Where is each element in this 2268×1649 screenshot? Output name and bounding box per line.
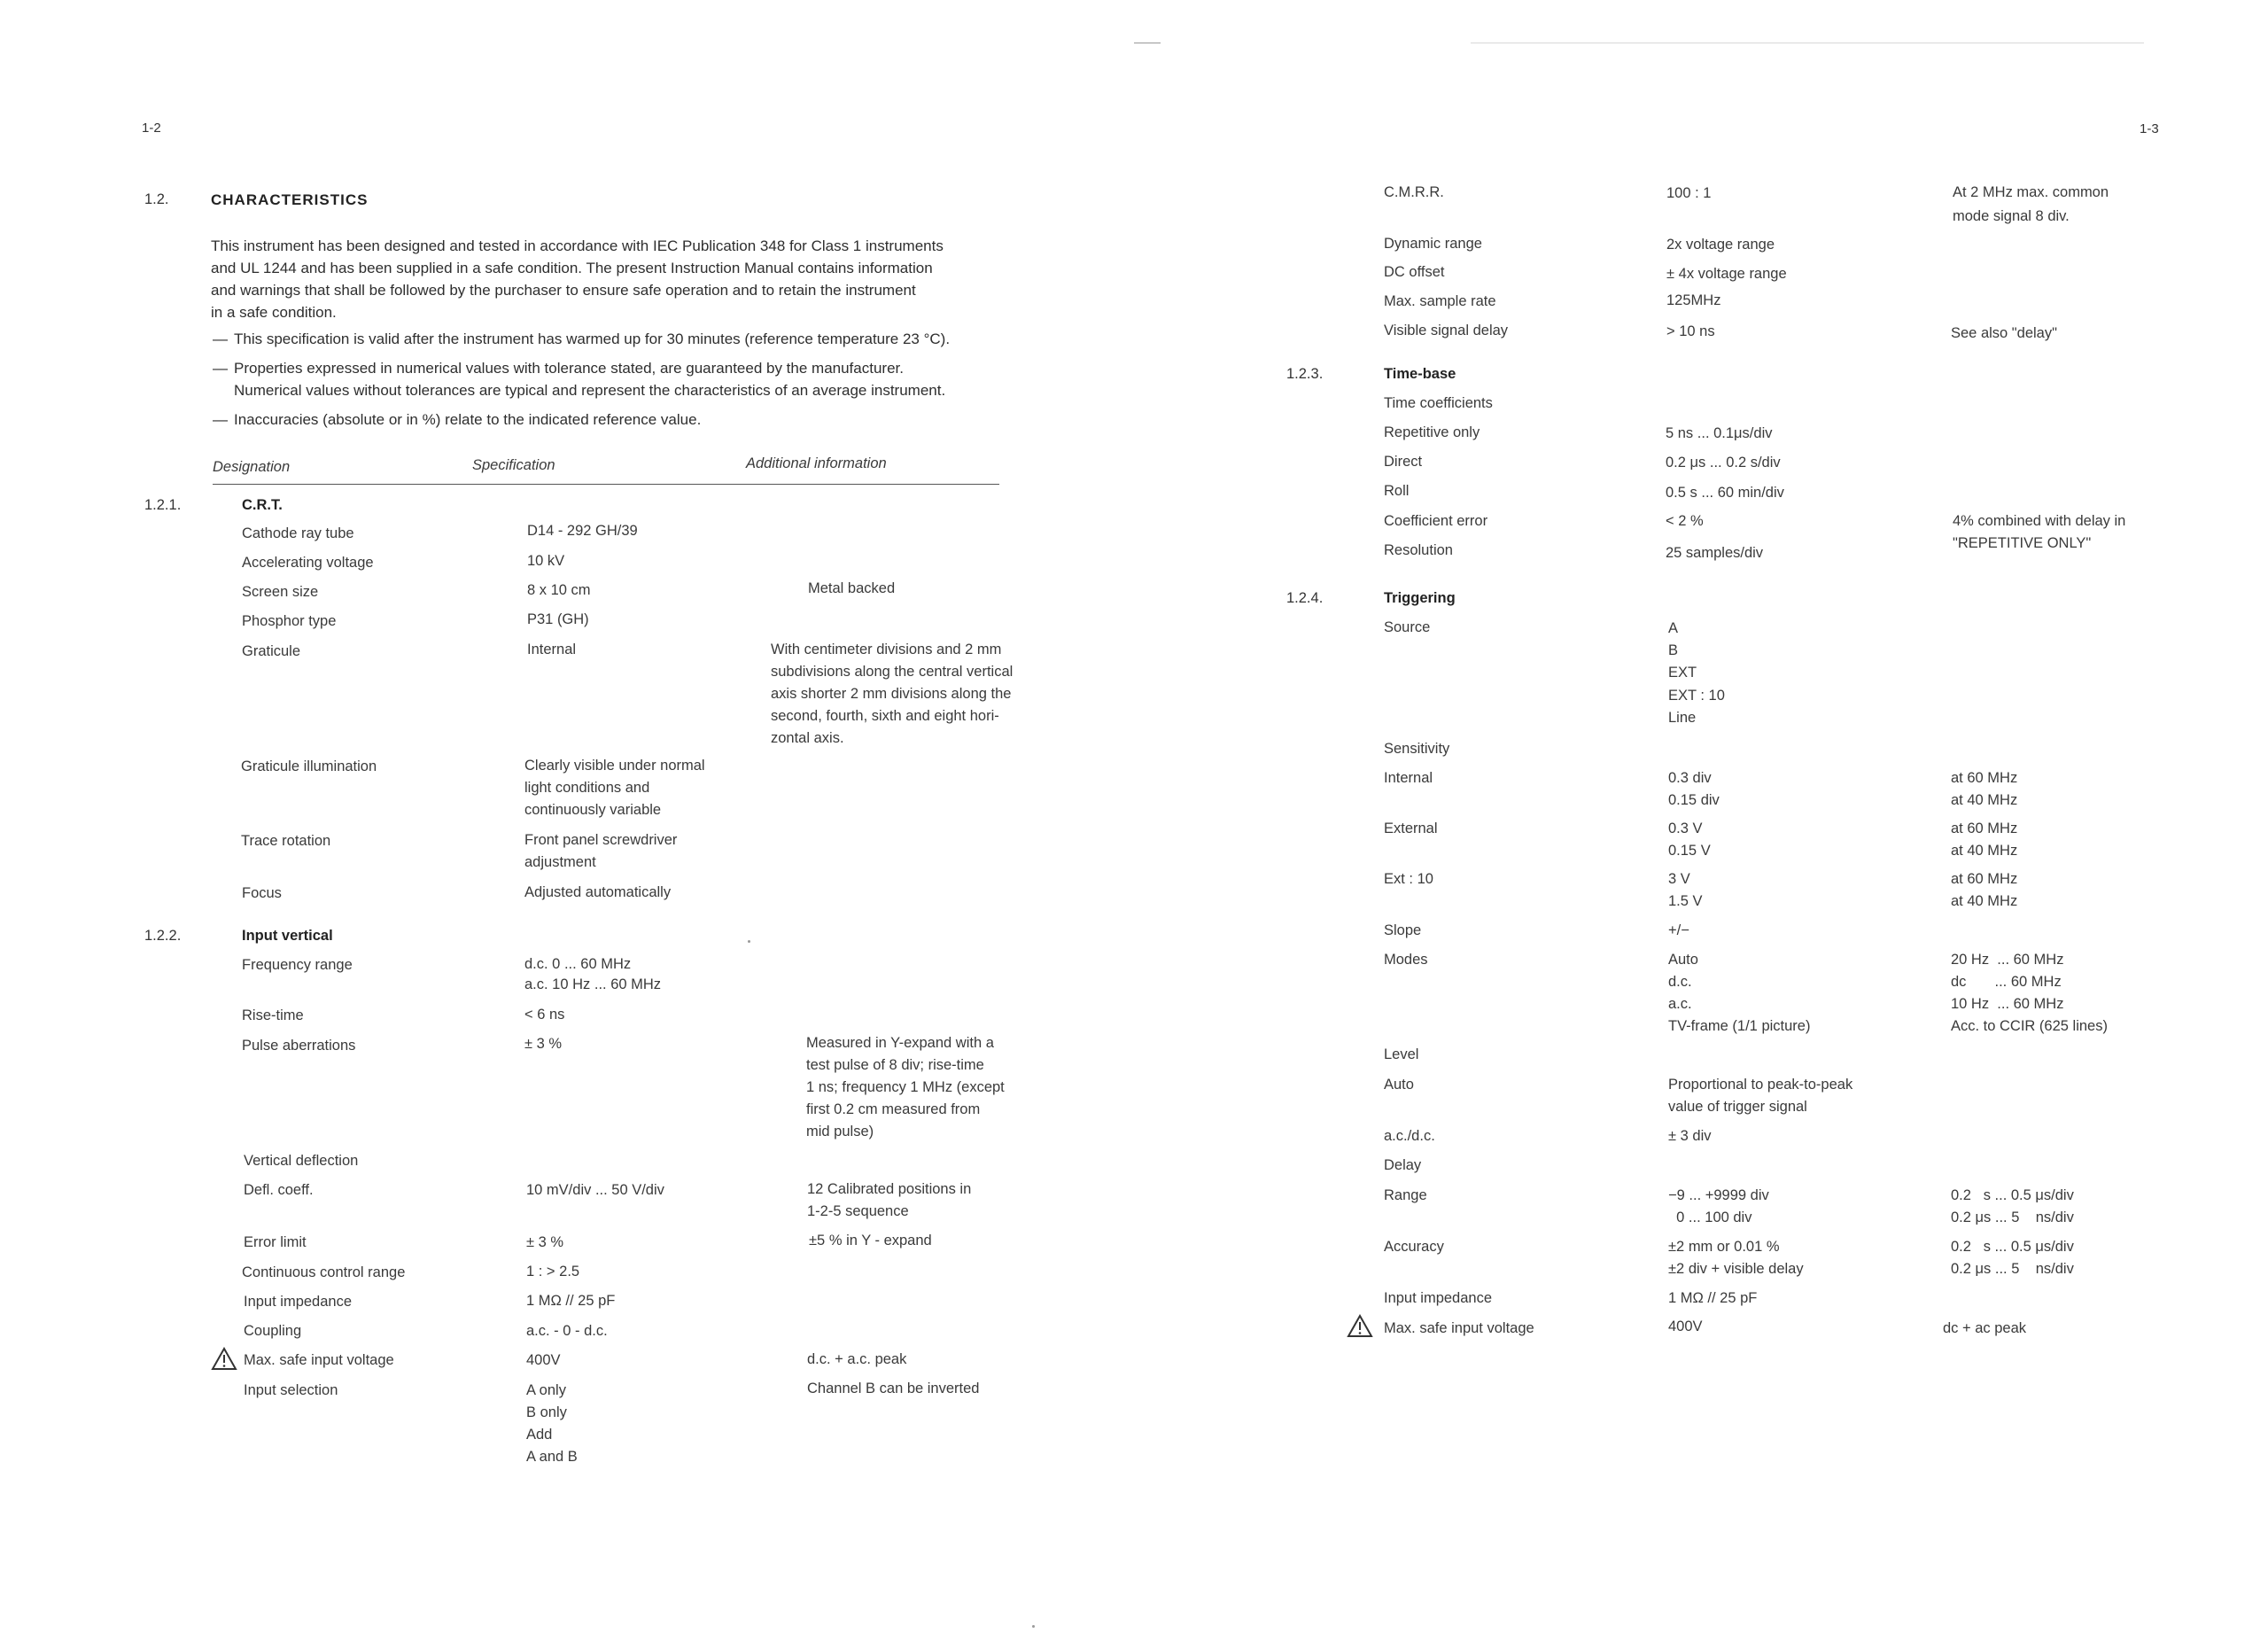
row-specification: Add — [526, 1427, 553, 1443]
row-specification: 0.5 s ... 60 min/div — [1666, 485, 1784, 501]
row-specification: d.c. — [1668, 974, 1692, 990]
row-additional: 1-2-5 sequence — [807, 1203, 909, 1219]
row-specification: 5 ns ... 0.1μs/div — [1666, 425, 1773, 441]
row-specification: a.c. 10 Hz ... 60 MHz — [524, 976, 662, 992]
row-additional: Channel B can be inverted — [807, 1381, 980, 1396]
row-specification: 3 V — [1668, 871, 1690, 887]
bullet-dash: — — [213, 411, 228, 428]
row-designation: Auto — [1384, 1077, 1414, 1093]
row-specification: A and B — [526, 1449, 578, 1465]
row-additional: at 40 MHz — [1951, 792, 2018, 808]
section-number: 1.2.4. — [1286, 590, 1324, 606]
row-designation: Max. safe input voltage — [244, 1352, 394, 1368]
row-additional: at 40 MHz — [1951, 893, 2018, 909]
row-specification: ±2 mm or 0.01 % — [1668, 1239, 1780, 1255]
row-additional: 0.2 s ... 0.5 μs/div — [1951, 1187, 2074, 1203]
header-additional: Additional information — [746, 455, 887, 471]
row-specification: 0 ... 100 div — [1668, 1210, 1752, 1225]
intro-line: This instrument has been designed and tested in accordance with IEC Publication 348 for Class 1 instruments — [211, 237, 944, 254]
row-specification: Line — [1668, 710, 1697, 726]
row-additional: dc ... 60 MHz — [1951, 974, 2062, 990]
row-designation: Phosphor type — [242, 613, 337, 629]
row-additional: mid pulse) — [806, 1124, 874, 1140]
row-specification: 10 mV/div ... 50 V/div — [526, 1182, 664, 1198]
row-additional: 0.2 μs ... 5 ns/div — [1951, 1261, 2074, 1277]
row-specification: B only — [526, 1404, 567, 1420]
row-specification: 400V — [526, 1352, 561, 1368]
intro-line: in a safe condition. — [211, 304, 337, 321]
row-designation: Focus — [242, 885, 282, 901]
row-designation: Direct — [1384, 454, 1423, 470]
row-additional: test pulse of 8 div; rise-time — [806, 1057, 984, 1073]
row-designation: External — [1384, 821, 1438, 836]
section-title: Input vertical — [242, 928, 333, 944]
row-designation: Max. sample rate — [1384, 293, 1496, 309]
row-specification: < 6 ns — [524, 1007, 565, 1023]
row-specification: 0.15 div — [1668, 792, 1720, 808]
row-specification: EXT : 10 — [1668, 688, 1725, 704]
section-title: Triggering — [1384, 590, 1456, 606]
row-specification: Clearly visible under normal — [524, 758, 705, 774]
section-number: 1.2. — [144, 191, 169, 207]
row-specification: ± 4x voltage range — [1666, 266, 1787, 282]
row-additional: Metal backed — [808, 580, 896, 596]
row-designation: Accuracy — [1384, 1239, 1444, 1255]
row-additional: Acc. to CCIR (625 lines) — [1951, 1018, 2108, 1034]
row-specification: +/− — [1668, 922, 1689, 938]
row-additional: 1 ns; frequency 1 MHz (except — [806, 1079, 1005, 1095]
row-additional: at 60 MHz — [1951, 770, 2018, 786]
row-specification: Proportional to peak-to-peak — [1668, 1077, 1853, 1093]
row-additional: "REPETITIVE ONLY" — [1953, 535, 2092, 551]
row-designation: Internal — [1384, 770, 1433, 786]
row-designation: Graticule illumination — [241, 758, 377, 774]
row-designation: Modes — [1384, 952, 1428, 968]
row-specification: 100 : 1 — [1666, 185, 1712, 201]
row-additional: 10 Hz ... 60 MHz — [1951, 996, 2064, 1012]
row-designation: Error limit — [244, 1234, 307, 1250]
row-designation: Vertical deflection — [244, 1153, 359, 1169]
row-specification: −9 ... +9999 div — [1668, 1187, 1769, 1203]
row-designation: Source — [1384, 619, 1431, 635]
row-additional: dc + ac peak — [1943, 1320, 2027, 1336]
row-designation: a.c./d.c. — [1384, 1128, 1435, 1144]
row-designation: Range — [1384, 1187, 1427, 1203]
row-additional: second, fourth, sixth and eight hori- — [771, 708, 999, 724]
row-additional: Measured in Y-expand with a — [806, 1035, 994, 1051]
row-specification: ± 3 % — [524, 1036, 563, 1052]
row-specification: Auto — [1668, 952, 1698, 968]
row-specification: D14 - 292 GH/39 — [527, 523, 638, 539]
row-specification: 1 : > 2.5 — [526, 1264, 580, 1280]
intro-line: and warnings that shall be followed by the purchaser to ensure safe operation and to retain the instrument — [211, 282, 916, 299]
row-designation: Defl. coeff. — [244, 1182, 314, 1198]
bullet-text: This specification is valid after the instrument has warmed up for 30 minutes (reference temperature 23 °C). — [234, 331, 951, 347]
section-title: CHARACTERISTICS — [211, 191, 369, 208]
warning-triangle-icon — [211, 1347, 237, 1371]
row-designation: Resolution — [1384, 542, 1453, 558]
row-designation: Continuous control range — [242, 1264, 406, 1280]
row-additional: axis shorter 2 mm divisions along the — [771, 686, 1012, 702]
row-designation: Input impedance — [244, 1294, 353, 1310]
row-specification: 2x voltage range — [1666, 237, 1775, 253]
row-designation: DC offset — [1384, 264, 1445, 280]
row-specification: B — [1668, 642, 1679, 658]
row-designation: Roll — [1384, 483, 1410, 499]
header-rule — [213, 484, 999, 485]
row-specification: > 10 ns — [1666, 323, 1715, 339]
row-specification: TV-frame (1/1 picture) — [1668, 1018, 1811, 1034]
row-designation: Cathode ray tube — [242, 525, 354, 541]
row-specification: 0.3 V — [1668, 821, 1703, 836]
row-specification: value of trigger signal — [1668, 1099, 1807, 1115]
intro-line: and UL 1244 and has been supplied in a safe condition. The present Instruction Manual contains information — [211, 260, 933, 276]
row-specification: 1 MΩ // 25 pF — [526, 1293, 616, 1309]
page-number: 1-3 — [2140, 121, 2159, 136]
row-additional: 0.2 μs ... 5 ns/div — [1951, 1210, 2074, 1225]
row-specification: 400V — [1668, 1318, 1703, 1334]
row-designation: Visible signal delay — [1384, 323, 1509, 338]
row-designation: Ext : 10 — [1384, 871, 1433, 887]
row-specification: < 2 % — [1666, 513, 1704, 529]
speck — [748, 940, 750, 943]
bullet-dash: — — [213, 331, 228, 347]
row-designation: Pulse aberrations — [242, 1038, 356, 1054]
row-additional: at 40 MHz — [1951, 843, 2018, 859]
row-specification: continuously variable — [524, 802, 662, 818]
row-designation: Frequency range — [242, 957, 353, 973]
row-specification: 25 samples/div — [1666, 545, 1764, 561]
bullet-dash: — — [213, 360, 228, 377]
row-specification: ± 3 % — [526, 1234, 564, 1250]
row-designation: Graticule — [242, 643, 301, 659]
row-designation: C.M.R.R. — [1384, 184, 1444, 200]
row-designation: Delay — [1384, 1157, 1422, 1173]
row-designation: Sensitivity — [1384, 741, 1450, 757]
row-additional: at 60 MHz — [1951, 871, 2018, 887]
row-designation: Screen size — [242, 584, 319, 600]
row-designation: Level — [1384, 1046, 1419, 1062]
row-specification: a.c. — [1668, 996, 1692, 1012]
section-title: Time-base — [1384, 366, 1456, 382]
row-specification: 0.15 V — [1668, 843, 1711, 859]
row-additional: at 60 MHz — [1951, 821, 2018, 836]
row-specification: 125MHz — [1666, 292, 1721, 308]
row-specification: ±2 div + visible delay — [1668, 1261, 1804, 1277]
header-designation: Designation — [213, 459, 291, 475]
row-additional: With centimeter divisions and 2 mm — [771, 642, 1002, 657]
row-specification: light conditions and — [524, 780, 650, 796]
row-additional: d.c. + a.c. peak — [807, 1351, 907, 1367]
row-designation: Coefficient error — [1384, 513, 1488, 529]
row-additional: At 2 MHz max. common — [1953, 184, 2109, 200]
row-specification: adjustment — [524, 854, 596, 870]
row-specification: a.c. - 0 - d.c. — [526, 1323, 608, 1339]
row-additional: ±5 % in Y - expand — [809, 1233, 932, 1248]
row-designation: Time coefficients — [1384, 395, 1493, 411]
bullet-text: Properties expressed in numerical values with tolerance stated, are guaranteed by the manufacturer. — [234, 360, 904, 377]
row-additional: 0.2 s ... 0.5 μs/div — [1951, 1239, 2074, 1255]
row-designation: Max. safe input voltage — [1384, 1320, 1534, 1336]
row-additional: subdivisions along the central vertical — [771, 664, 1014, 680]
row-designation: Accelerating voltage — [242, 555, 374, 571]
row-specification: Internal — [527, 642, 577, 657]
row-designation: Rise-time — [242, 1007, 304, 1023]
bullet-text: Inaccuracies (absolute or in %) relate to the indicated reference value. — [234, 411, 702, 428]
row-additional: 12 Calibrated positions in — [807, 1181, 972, 1197]
row-designation: Coupling — [244, 1323, 302, 1339]
row-designation: Input selection — [244, 1382, 338, 1398]
row-specification: 0.2 μs ... 0.2 s/div — [1666, 455, 1781, 471]
row-specification: P31 (GH) — [527, 611, 589, 627]
row-designation: Trace rotation — [241, 833, 331, 849]
row-specification: ± 3 div — [1668, 1128, 1712, 1144]
row-specification: A only — [526, 1382, 566, 1398]
warning-triangle-icon — [1347, 1314, 1373, 1338]
row-additional: first 0.2 cm measured from — [806, 1101, 981, 1117]
row-additional: See also "delay" — [1951, 325, 2057, 341]
row-specification: Front panel screwdriver — [524, 832, 678, 848]
row-designation: Slope — [1384, 922, 1422, 938]
speck — [1032, 1625, 1035, 1628]
row-specification: 10 kV — [527, 553, 565, 569]
row-designation: Repetitive only — [1384, 424, 1480, 440]
row-designation: Dynamic range — [1384, 236, 1482, 252]
page-number: 1-2 — [142, 121, 161, 136]
row-additional: zontal axis. — [771, 730, 844, 746]
row-specification: 1.5 V — [1668, 893, 1703, 909]
row-additional: mode signal 8 div. — [1953, 208, 2070, 224]
header-specification: Specification — [472, 457, 555, 473]
row-additional: 4% combined with delay in — [1953, 513, 2126, 529]
row-specification: Adjusted automatically — [524, 884, 672, 900]
section-number: 1.2.2. — [144, 928, 182, 944]
row-specification: d.c. 0 ... 60 MHz — [524, 956, 632, 972]
right-page — [1134, 0, 2268, 1649]
row-additional: 20 Hz ... 60 MHz — [1951, 952, 2064, 968]
section-title: C.R.T. — [242, 497, 283, 513]
row-specification: 8 x 10 cm — [527, 582, 591, 598]
row-specification: 0.3 div — [1668, 770, 1712, 786]
bullet-text: Numerical values without tolerances are typical and represent the characteristics of an average instrument. — [234, 382, 946, 399]
section-number: 1.2.1. — [144, 497, 182, 513]
row-specification: A — [1668, 620, 1679, 636]
row-designation: Input impedance — [1384, 1290, 1493, 1306]
row-specification: 1 MΩ // 25 pF — [1668, 1290, 1758, 1306]
row-specification: EXT — [1668, 665, 1697, 681]
section-number: 1.2.3. — [1286, 366, 1324, 382]
